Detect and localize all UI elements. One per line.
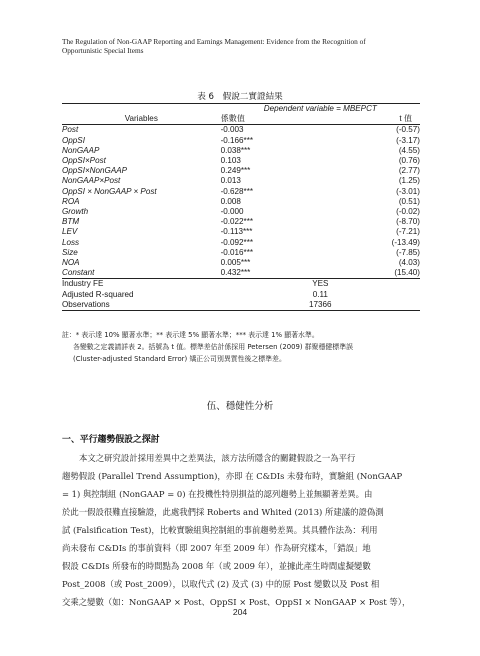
variable-name: Size (62, 247, 78, 257)
table-row (62, 166, 420, 176)
table-row (62, 268, 420, 279)
variable-name: ROA (62, 196, 80, 206)
variable-name: OppSI×NonGAAP (62, 166, 128, 176)
variable-name: OppSI × NonGAAP × Post (62, 186, 157, 196)
note-line-3: (Cluster-adjusted Standard Error) 矯正公司別異質性後之標準差。 (73, 355, 286, 363)
table-row (62, 248, 420, 258)
coefficient-value: 0.432*** (221, 268, 324, 279)
body-line: 於此一假設很難直接驗證，此處我們採 Roberts and Whited (2013) 所建議的證偽測 (62, 507, 384, 517)
body-line: Post_2008（或 Post_2009），以取代式 (2) 及式 (3) 中的原 Post 變數以及 Post 相 (62, 579, 380, 589)
t-statistic-value: (1.25) (398, 176, 420, 186)
table-row (62, 125, 420, 136)
coefficient-value: -0.166*** (220, 135, 253, 145)
summary-value: 17366 (221, 300, 420, 311)
table-row (62, 156, 420, 166)
variable-name: BTM (62, 217, 80, 227)
note-line-1: 註：* 表示達 10% 顯著水準；** 表示達 5% 顯著水準；*** 表示達 1% 顯著水準。 (62, 331, 319, 339)
variable-name: Growth (62, 207, 89, 217)
header-coefficient: 係數值 (221, 114, 324, 125)
note-line-2: 各變數之定義請詳表 2。括號為 t 值。標準差估計係採用 Petersen (2009) 群聚穩健標準誤 (73, 343, 353, 351)
section-title: 伍、穩健性分析 (206, 401, 274, 412)
coefficient-value: -0.113*** (220, 227, 253, 237)
body-line: = 1) 與控制組 (NonGAAP = 0) 在投機性特別損益的認列趨勢上並無顯著差異。由 (62, 489, 373, 499)
coefficient-value: -0.003 (220, 125, 244, 135)
variable-name: Constant (62, 268, 221, 279)
coefficient-value: -0.628*** (220, 186, 253, 196)
variable-name: NOA (62, 258, 80, 268)
table-row (62, 258, 420, 268)
summary-row (62, 290, 420, 300)
body-line: 本文之研究設計採用差異中之差異法，該方法所隱含的關鍵假設之一為平行 (79, 453, 356, 463)
variable-name: Post (62, 125, 79, 135)
variable-name: NonGAAP (62, 145, 100, 155)
coefficient-value: 0.008 (220, 196, 241, 206)
t-statistic-value: (-0.02) (396, 207, 420, 217)
running-header-line-1: The Regulation of Non-GAAP Reporting and Earnings Management: Evidence from the Recognition of (62, 37, 366, 46)
coefficient-value: -0.092*** (220, 237, 253, 247)
summary-label: Adjusted R-squared (62, 289, 134, 299)
body-line: 試 (Falsification Test)，比較實驗組與控制組的事前趨勢差異。其具體作法為：利用 (62, 525, 378, 535)
results-table (62, 103, 420, 311)
body-line: 尚未發布 C&DIs 的事前資料（即 2007 年至 2009 年）作為研究樣本，「錯誤」地 (62, 543, 371, 553)
summary-label: Observations (62, 300, 221, 311)
t-statistic-value: (2.77) (398, 166, 420, 176)
summary-row (62, 279, 420, 290)
variable-name: OppSI (62, 135, 85, 145)
summary-value: 0.11 (312, 289, 328, 299)
running-header (62, 37, 434, 55)
column-header-row (62, 114, 420, 125)
t-statistic-value: (-0.57) (396, 125, 420, 135)
t-statistic-value: (4.03) (398, 258, 420, 268)
header-t-value: t 值 (323, 114, 420, 125)
variable-name: Loss (62, 237, 80, 247)
coefficient-value: 0.103 (220, 156, 241, 166)
t-statistic-value: (-13.49) (391, 237, 420, 247)
t-statistic-value: (4.55) (398, 145, 420, 155)
coefficient-value: 0.013 (220, 176, 241, 186)
table-row (62, 217, 420, 227)
table-notes (62, 329, 432, 365)
table-row (62, 146, 420, 156)
body-line: 交乘之變數（如：NonGAAP × Post、OppSI × Post、OppSI × NonGAAP × Post 等）， (62, 597, 411, 607)
coefficient-value: 0.038*** (220, 145, 251, 155)
summary-row (62, 300, 420, 311)
t-statistic-value: (-7.21) (396, 227, 420, 237)
table-row (62, 187, 420, 197)
coefficient-value: 0.249*** (220, 166, 251, 176)
summary-value: YES (312, 279, 329, 289)
table-row (62, 136, 420, 146)
dependent-variable-row (62, 104, 420, 115)
body-line: 趨勢假設 (Parallel Trend Assumption)，亦即 在 C&DIs 未發布時，實驗組 (NonGAAP (62, 471, 403, 481)
table-row (62, 227, 420, 237)
page-number: 204 (232, 607, 248, 617)
t-statistic-value: (0.76) (398, 156, 420, 166)
table-row (62, 197, 420, 207)
coefficient-value: -0.022*** (220, 217, 253, 227)
body-line: 假設 C&DIs 所發布的時間點為 2008 年（或 2009 年），並據此產生時間虛擬變數 (62, 561, 371, 571)
t-statistic-value: (-7.85) (396, 247, 420, 257)
t-statistic-value: (15.40) (323, 268, 420, 279)
table-row (62, 176, 420, 186)
coefficient-value: -0.016*** (220, 247, 253, 257)
summary-label: Industry FE (62, 279, 104, 289)
table-row (62, 238, 420, 248)
body-paragraph (62, 449, 420, 611)
running-header-line-2: Opportunistic Special Items (62, 46, 144, 55)
t-statistic-value: (-3.17) (396, 135, 420, 145)
coefficient-value: -0.000 (220, 207, 244, 217)
header-variables: Variables (62, 114, 221, 125)
variable-name: NonGAAP×Post (62, 176, 121, 186)
variable-name: LEV (62, 227, 78, 237)
dependent-variable-label: Dependent variable = MBEPCT (221, 104, 420, 115)
results-table-container (62, 103, 420, 311)
coefficient-value: 0.005*** (220, 258, 251, 268)
subsection-title: 一、平行趨勢假設之探討 (62, 435, 160, 445)
t-statistic-value: (-8.70) (396, 217, 420, 227)
table-caption: 表 6 假說二實證結果 (197, 92, 283, 102)
t-statistic-value: (-3.01) (396, 186, 420, 196)
variable-name: OppSI×Post (62, 156, 106, 166)
table-row (62, 207, 420, 217)
t-statistic-value: (0.51) (398, 196, 420, 206)
